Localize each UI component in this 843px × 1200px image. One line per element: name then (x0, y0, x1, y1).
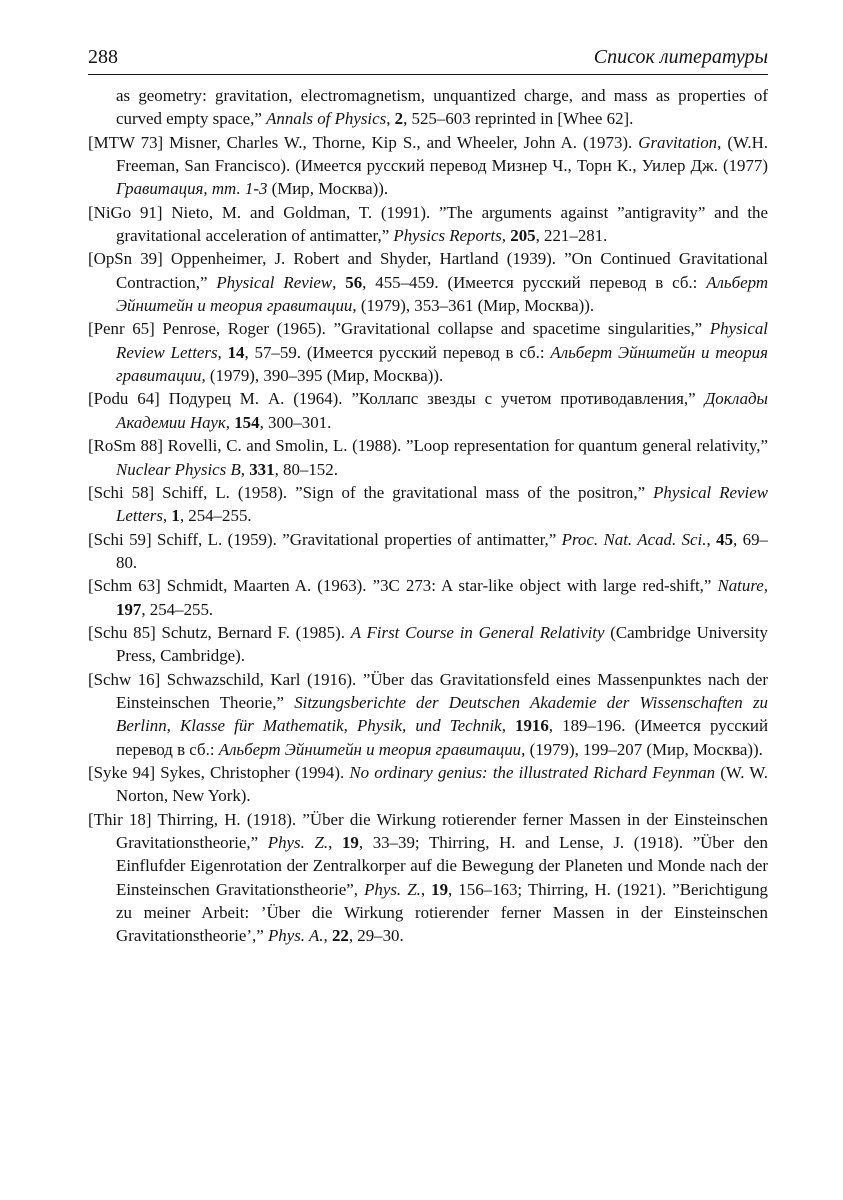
reference-volume-text: 197 (116, 599, 142, 619)
reference-text: , (501, 226, 511, 246)
reference-text: , (332, 272, 346, 292)
reference-title-text: Phys. A. (267, 926, 324, 946)
reference-title-text: Nuclear Physics B (116, 459, 241, 479)
reference-text: , (328, 833, 342, 852)
reference-text: , 57–59. (Имеется русский перевод в сб.: (244, 342, 551, 362)
reference-text: , (420, 879, 432, 899)
page-header (88, 44, 768, 74)
reference-volume-text: 1916 (515, 716, 549, 736)
reference-volume-text: 205 (510, 226, 536, 246)
reference-text: [OpSn 39] Oppenheimer, J. Robert and Shyder, Hartland (1939). ”On Continued Gravitational Contraction,” (88, 249, 768, 292)
reference-text: (Мир, Москва)). (267, 179, 389, 199)
reference-title-text: Physical Review (216, 272, 333, 292)
reference-text: (1979), 390–395 (Мир, Москва)). (205, 366, 444, 386)
reference-entry (88, 621, 768, 668)
reference-volume-text: 14 (227, 342, 245, 362)
reference-entry (88, 131, 768, 201)
reference-entry (88, 481, 768, 528)
reference-volume-text: 56 (345, 272, 363, 292)
reference-title-text: Альберт Эйнштейн и теория гравитации, (218, 739, 526, 759)
running-title: Список литературы (593, 46, 768, 68)
reference-text: , 221–281. (535, 226, 608, 246)
reference-text: [Schu 85] Schutz, Bernard F. (1985). (88, 622, 351, 642)
reference-title-text: Phys. Z. (364, 879, 421, 899)
reference-title-text: No ordinary genius: the illustrated Richard Feynman (349, 762, 716, 782)
reference-entry (88, 317, 768, 387)
reference-text: [Schi 59] Schiff, L. (1959). ”Gravitational properties of antimatter,” (88, 529, 562, 549)
reference-text: [MTW 73] Misner, Charles W., Thorne, Kip S., and Wheeler, John A. (1973). (88, 132, 639, 152)
reference-text: , 300–301. (259, 412, 332, 432)
reference-text: , (225, 412, 235, 432)
reference-text: [Schi 58] Schiff, L. (1958). ”Sign of the gravitational mass of the positron,” (88, 482, 654, 502)
reference-text: , (706, 529, 717, 549)
reference-text: [Penr 65] Penrose, Roger (1965). ”Gravitational collapse and spacetime singularities,” (88, 319, 710, 339)
reference-text: (1979), 353–361 (Мир, Москва)). (356, 296, 595, 316)
reference-text: , 29–30. (348, 926, 404, 946)
reference-text: , 33–39; Thirring, H. and Lense, J. (1918). ”Über den Einflufder Eigenrotation der Zentralkorper auf die Bewegung der Planeten und Monde nach der Einsteinschen Gravitationstheorie”, (116, 833, 768, 899)
reference-title-text: Гравитация, тт. 1-3 (116, 179, 268, 199)
reference-volume-text: 154 (234, 412, 260, 432)
reference-title-text: A First Course in General Relativity (350, 622, 605, 642)
reference-title-text: Доклады Академии Наук (116, 389, 768, 432)
reference-text: [RoSm 88] Rovelli, C. and Smolin, L. (1988). ”Loop representation for quantum general relativity,” (88, 436, 768, 456)
reference-entry (88, 434, 768, 481)
reference-text: , 69–80. (116, 529, 768, 572)
reference-title-text: Sitzungsberichte der Deutschen Akademie der Wissenschaften zu Berlinn, Klasse für Mathematik, Physik, und Technik (116, 692, 768, 736)
reference-text: , (386, 109, 395, 129)
reference-text: , 455–459. (Имеется русский перевод в сб.: (362, 272, 707, 292)
reference-text: , 254–255. (179, 506, 252, 526)
reference-text: , (W.H. Freeman, San Francisco). (Имеется русский перевод Мизнер Ч., Торн К., Уилер Дж. (1977) (116, 132, 768, 176)
reference-volume-text: 22 (331, 926, 349, 946)
reference-list (88, 84, 768, 948)
reference-entry (88, 668, 768, 761)
reference-text: , 80–152. (274, 459, 338, 479)
reference-title-text: Physical Review Letters (116, 319, 768, 362)
reference-text: , 189–196. (Имеется русский перевод в сб.: (116, 716, 768, 759)
reference-title-text: Annals of Physics (266, 109, 387, 129)
reference-text: , 156–163; Thirring, H. (1921). ”Berichtigung zu meiner Arbeit: ’Über die Wirkung rotierender ferner Massen in der Einsteinschen Gravitationstheorie’,” (116, 879, 768, 946)
reference-title-text: Physical Review Letters (116, 482, 768, 526)
reference-entry (88, 201, 768, 248)
reference-text: , (240, 459, 250, 479)
reference-text: [Thir 18] Thirring, H. (1918). ”Über die Wirkung rotierender ferner Massen in der Einsteinschen Gravitationstheorie,” (88, 809, 768, 852)
reference-volume-text: 19 (431, 879, 449, 899)
reference-text: , 254–255. (141, 599, 214, 619)
reference-text: [Schm 63] Schmidt, Maarten A. (1963). ”3C 273: A star-like object with large red-shift,” (88, 576, 718, 596)
reference-text: , (323, 926, 332, 946)
reference-entry (88, 761, 768, 808)
reference-text: [NiGo 91] Nieto, M. and Goldman, T. (1991). ”The arguments against ”antigravity” and the gravitational acceleration of antimatter,” (88, 202, 768, 246)
reference-volume-text: 1 (171, 506, 180, 526)
reference-entry-continued (88, 84, 768, 131)
reference-title-text: Альберт Эйнштейн и теория гравитации, (116, 272, 769, 316)
reference-text: [Schw 16] Schwazschild, Karl (1916). ”Über das Gravitationsfeld eines Massenpunktes nach der Einsteinschen Theorie,” (88, 669, 768, 712)
reference-volume-text: 331 (249, 459, 275, 479)
reference-text: , (217, 342, 228, 362)
reference-title-text: Phys. Z. (267, 833, 329, 852)
reference-text: (W. W. Norton, New York). (116, 762, 768, 806)
reference-text: as geometry: gravitation, electromagnetism, unquantized charge, and mass as properties of curved empty space,” (116, 86, 768, 129)
reference-text: [Podu 64] Подурец М. А. (1964). ”Коллапс звезды с учетом противодавления,” (88, 389, 705, 409)
reference-volume-text: 45 (716, 529, 734, 549)
reference-entry (88, 528, 768, 575)
reference-text: (1979), 199–207 (Мир, Москва)). (525, 739, 763, 759)
reference-entry (88, 574, 768, 621)
reference-text: , (162, 506, 172, 526)
reference-entry (88, 808, 768, 948)
page-number: 288 (88, 46, 118, 68)
reference-volume-text: 19 (341, 833, 359, 852)
reference-text: , (763, 576, 768, 596)
reference-text: [Syke 94] Sykes, Christopher (1994). (88, 762, 350, 782)
reference-entry (88, 387, 768, 434)
reference-title-text: Physics Reports (393, 226, 502, 246)
header-rule (88, 74, 768, 75)
reference-title-text: Nature (717, 576, 764, 596)
reference-text: , (501, 716, 516, 736)
reference-title-text: Альберт Эйнштейн и теория гравитации, (116, 342, 768, 386)
reference-volume-text: 2 (394, 109, 404, 129)
reference-entry (88, 247, 768, 317)
reference-text: , 525–603 reprinted in [Whee 62]. (403, 109, 634, 129)
reference-title-text: Gravitation (638, 132, 718, 152)
reference-text: (Cambridge University Press, Cambridge). (116, 622, 768, 666)
reference-title-text: Proc. Nat. Acad. Sci. (561, 529, 707, 549)
